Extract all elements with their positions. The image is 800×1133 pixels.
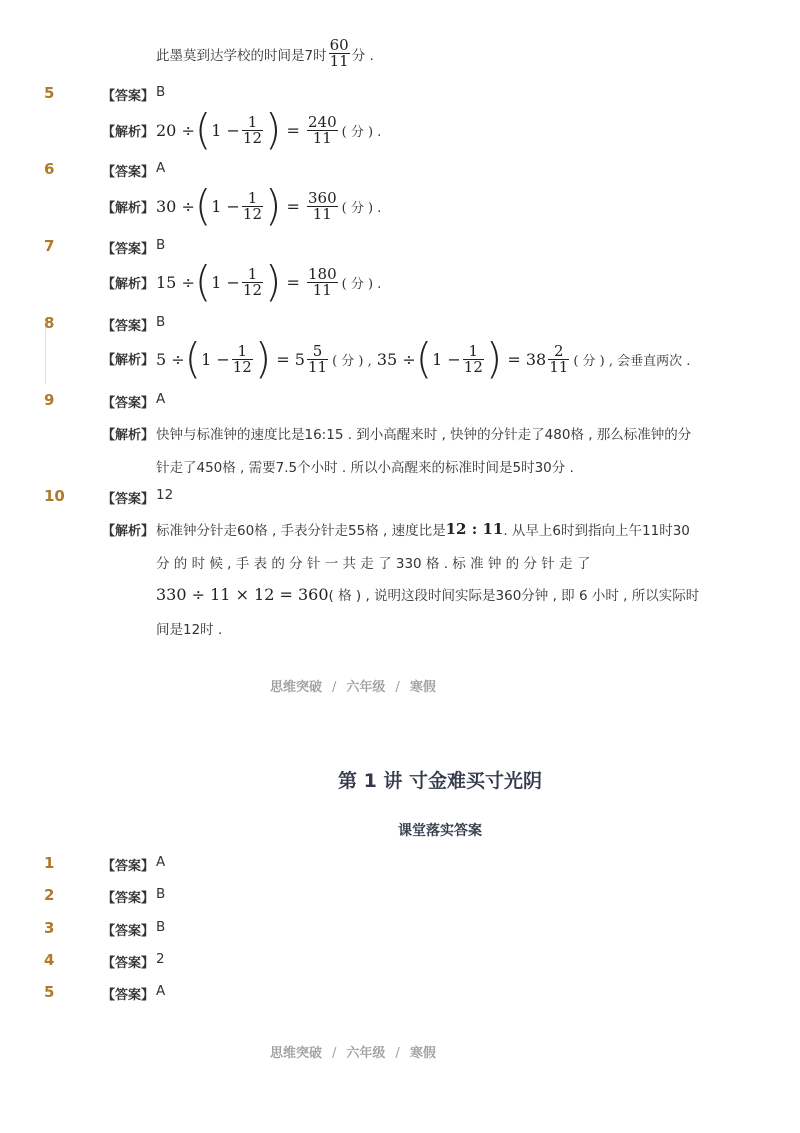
- analysis-text-line: 间是12时 .: [156, 622, 223, 638]
- question-number: 5: [44, 983, 55, 1001]
- question-number: 4: [44, 951, 55, 969]
- answer-label: 【答案】: [102, 165, 155, 180]
- question-number: 10: [44, 487, 65, 505]
- analysis-text-line: 分 的 时 候 , 手 表 的 分 针 一 共 走 了 330 格 . 标 准 钟 的 分 针 走 了: [156, 556, 591, 572]
- analysis-formula: 5 ÷ ( 1 − $\frac{1}{12}$ ) = 5 $\frac{5}{11}$ ( 分 ) , 35 ÷ ( 1 − $\frac{1}{12}$ ) = 38 $\frac{2}{11}$ ( 分 ) , 会垂直两次 .: [156, 334, 691, 383]
- answer-label: 【答案】: [102, 396, 155, 411]
- answer-label: 【答案】: [102, 242, 155, 257]
- analysis-formula: 15 ÷ ( 1 − $\frac{1}{12}$ ) = $\frac{180}{11}$ ( 分 ) .: [156, 257, 382, 306]
- question-number: 2: [44, 886, 55, 904]
- analysis-label: 【解析】: [102, 353, 155, 368]
- answer-label: 【答案】: [102, 89, 155, 104]
- question-number: 8: [44, 314, 55, 332]
- answer-label: 【答案】: [102, 924, 155, 939]
- question-number: 1: [44, 854, 55, 872]
- question-number: 5: [44, 84, 55, 102]
- answer-label: 【答案】: [102, 988, 155, 1003]
- answer-label: 【答案】: [102, 319, 155, 334]
- intro-fraction: $\frac{60}{11}$: [329, 36, 349, 70]
- page-footer: 思维突破 / 六年级 / 寒假: [270, 680, 436, 695]
- analysis-text-line: 快钟与标准钟的速度比是16:15 . 到小高醒来时 , 快钟的分针走了480格 , 那么标准钟的分: [156, 427, 692, 443]
- section-subtitle: 课堂落实答案: [398, 823, 482, 839]
- answer-value: B: [156, 919, 166, 935]
- analysis-text-line: 330 ÷ 11 × 12 = 360 ( 格 ) , 说明这段时间实际是360分钟 , 即 6 小时 , 所以实际时: [156, 584, 700, 604]
- analysis-label: 【解析】: [102, 125, 155, 140]
- answer-value: A: [156, 160, 166, 176]
- analysis-text-line: 针走了450格 , 需要7.5个小时 . 所以小高醒来的标准时间是5时30分 .: [156, 460, 574, 476]
- answer-label: 【答案】: [102, 891, 155, 906]
- page-footer: 思维突破 / 六年级 / 寒假: [270, 1046, 436, 1061]
- analysis-text-line: 标准钟分针走60格 , 手表分针走55格 , 速度比是 12 : 11 . 从早上6时到指向上午11时30: [156, 520, 690, 539]
- answer-label: 【答案】: [102, 492, 155, 507]
- analysis-label: 【解析】: [102, 524, 155, 539]
- answer-value: B: [156, 886, 166, 902]
- question-number: 9: [44, 391, 55, 409]
- question-number: 3: [44, 919, 55, 937]
- analysis-label: 【解析】: [102, 201, 155, 216]
- answer-value: A: [156, 854, 166, 870]
- answer-value: B: [156, 84, 166, 100]
- answer-value: A: [156, 983, 166, 999]
- answer-value: 2: [156, 951, 165, 967]
- answer-label: 【答案】: [102, 859, 155, 874]
- analysis-label: 【解析】: [102, 428, 155, 443]
- question-number: 7: [44, 237, 55, 255]
- intro-line: 此墨莫到达学校的时间是7时 $\frac{60}{11}$ 分 .: [156, 36, 374, 70]
- section-title: 第 1 讲 寸金难买寸光阴: [337, 770, 543, 792]
- analysis-formula: 20 ÷ ( 1 − $\frac{1}{12}$ ) = $\frac{240}{11}$ ( 分 ) .: [156, 105, 382, 154]
- answer-value: B: [156, 314, 166, 330]
- answer-value: A: [156, 391, 166, 407]
- analysis-label: 【解析】: [102, 277, 155, 292]
- analysis-formula: 30 ÷ ( 1 − $\frac{1}{12}$ ) = $\frac{360}{11}$ ( 分 ) .: [156, 181, 382, 230]
- question-number: 6: [44, 160, 55, 178]
- answer-label: 【答案】: [102, 956, 155, 971]
- answer-value: 12: [156, 487, 174, 503]
- answer-value: B: [156, 237, 166, 253]
